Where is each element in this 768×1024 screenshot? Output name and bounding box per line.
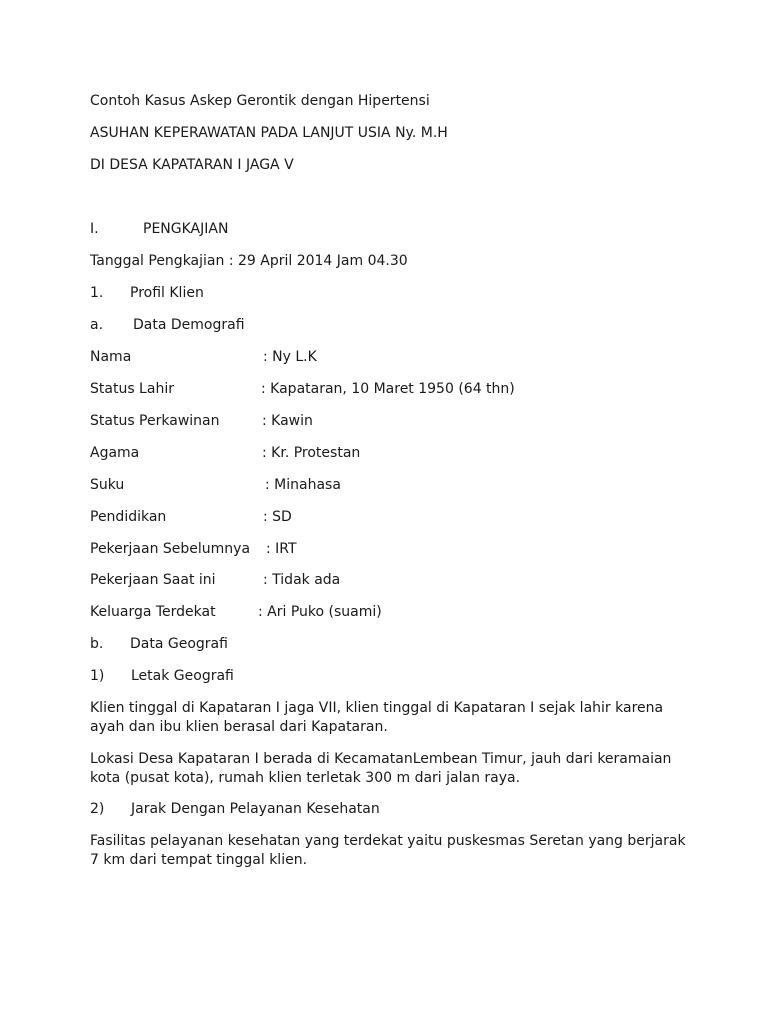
profil-marker: 1. (90, 285, 104, 301)
field-value-keluarga-terdekat: : Ari Puko (suami) (258, 604, 382, 620)
field-value-nama: : Ny L.K (263, 349, 317, 365)
field-value-pekerjaan-saat-ini: : Tidak ada (263, 572, 341, 588)
letak-marker: 1) (90, 668, 105, 684)
section-i-marker: I. (90, 221, 99, 237)
geografi-marker: b. (90, 636, 104, 652)
paragraph-jarak: Fasilitas pelayanan kesehatan yang terdekat yaitu puskesmas Seretan yang berjarak 7 km dari tempat tinggal klien. (90, 833, 686, 868)
document-title: Contoh Kasus Askep Gerontik dengan Hipertensi (90, 93, 430, 109)
field-label-pekerjaan-sebelumnya: Pekerjaan Sebelumnya (90, 541, 251, 557)
jarak-heading: Jarak Dengan Pelayanan Kesehatan (131, 801, 380, 817)
field-label-nama: Nama (90, 349, 132, 365)
field-value-pendidikan: : SD (263, 509, 292, 525)
assessment-date: Tanggal Pengkajian : 29 April 2014 Jam 04.30 (90, 253, 408, 269)
profil-heading: Profil Klien (130, 285, 204, 301)
field-label-keluarga-terdekat: Keluarga Terdekat (90, 604, 216, 620)
demografi-heading: Data Demografi (133, 317, 245, 333)
geografi-heading: Data Geografi (130, 636, 228, 652)
section-i-heading: PENGKAJIAN (143, 221, 229, 237)
field-label-pendidikan: Pendidikan (90, 509, 167, 525)
field-value-agama: : Kr. Protestan (262, 445, 361, 461)
field-label-pekerjaan-saat-ini: Pekerjaan Saat ini (90, 572, 216, 588)
document-subtitle-1: ASUHAN KEPERAWATAN PADA LANJUT USIA Ny. M.H (90, 125, 448, 141)
field-value-pekerjaan-sebelumnya: : IRT (266, 541, 297, 557)
jarak-marker: 2) (90, 801, 105, 817)
field-value-suku: : Minahasa (265, 477, 341, 493)
field-label-status-lahir: Status Lahir (90, 381, 174, 397)
paragraph-letak-2: Lokasi Desa Kapataran I berada di KecamatanLembean Timur, jauh dari keramaian kota (pusat kota), rumah klien terletak 300 m dari jalan raya. (90, 751, 672, 786)
field-label-status-perkawinan: Status Perkawinan (90, 413, 220, 429)
field-value-status-lahir: : Kapataran, 10 Maret 1950 (64 thn) (261, 381, 515, 397)
letak-heading: Letak Geografi (131, 668, 234, 684)
paragraph-letak-1: Klien tinggal di Kapataran I jaga VII, klien tinggal di Kapataran I sejak lahir karena ayah dan ibu klien berasal dari Kapataran. (90, 700, 664, 735)
field-label-agama: Agama (90, 445, 140, 461)
demografi-marker: a. (90, 317, 104, 333)
field-value-status-perkawinan: : Kawin (262, 413, 313, 429)
document-subtitle-2: DI DESA KAPATARAN I JAGA V (90, 157, 294, 173)
field-label-suku: Suku (90, 477, 125, 493)
